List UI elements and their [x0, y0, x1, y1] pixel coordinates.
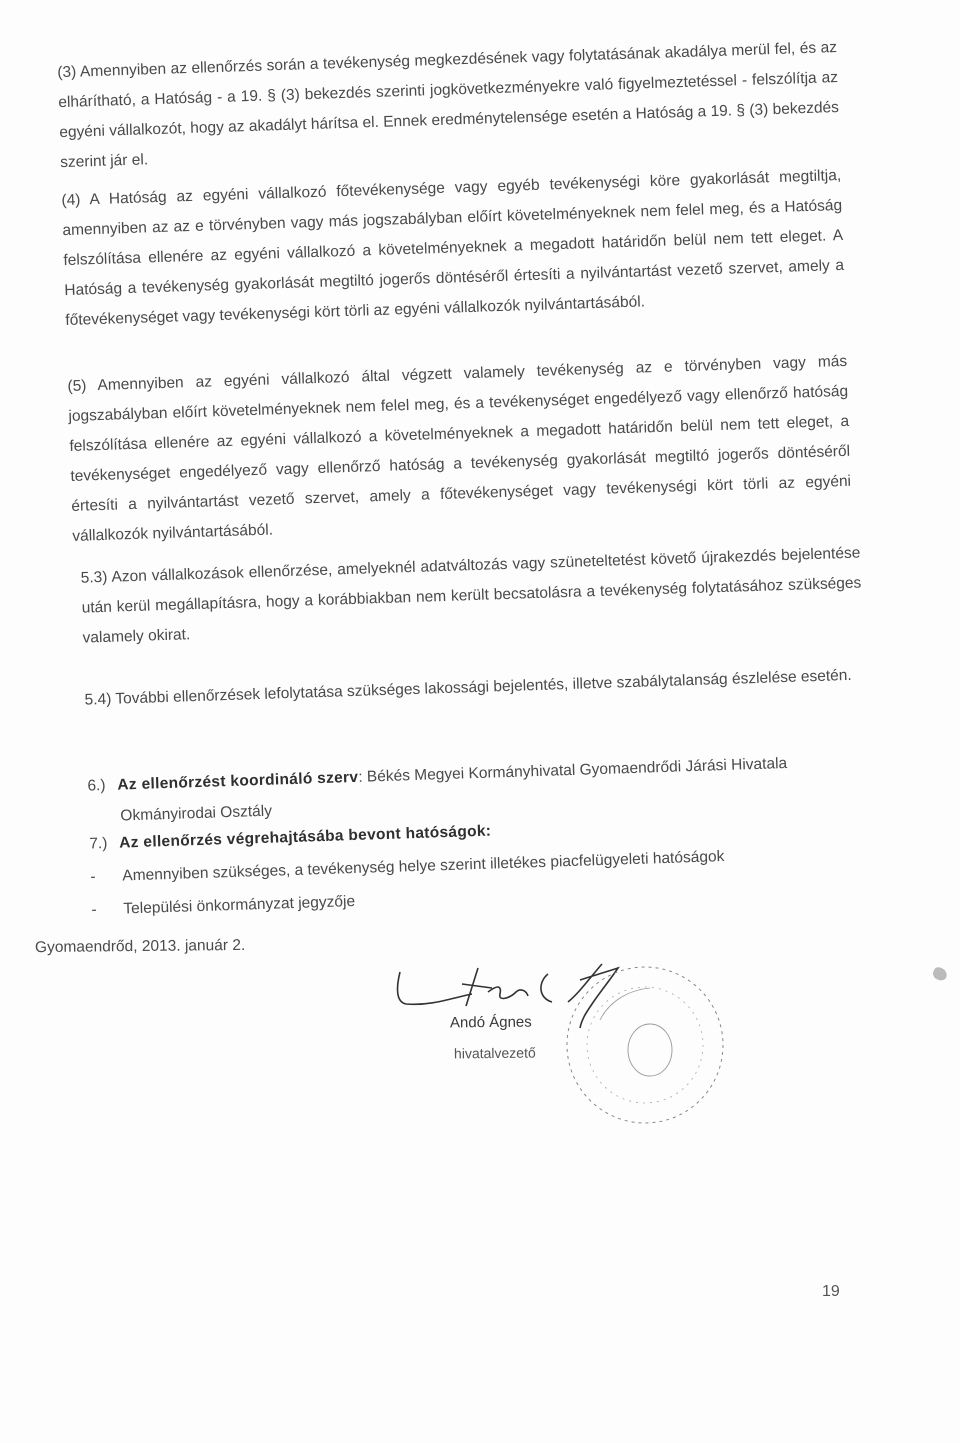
item-6-value: : Békés Megyei Kormányhivatal Gyomaendrődi Járási Hivatala [358, 754, 788, 786]
scan-artifact [931, 966, 949, 983]
page-number: 19 [822, 1283, 840, 1300]
dash-bullet: - [90, 868, 96, 886]
paragraph-3: (3) Amennyiben az ellenőrzés során a tevékenység megkezdésének vagy folytatásának akadálya merül fel, és az elhárítható, a Hatóság - a 19. § (3) bekezdés szerinti jogkövetkezményekre való figyelmeztetéssel - felszólítja az egyéni vállalkozót, hogy az akadályt hárítsa el. Ennek eredménytelensége esetén a Hatóság a 19. § (3) bekezdés szerint jár el. [57, 39, 840, 172]
paragraph-4: (4) A Hatóság az egyéni vállalkozó főtevékenysége vagy egyéb tevékenységi köre gyakorlását megtiltja, amennyiben az az e törvényben vagy más jogszabályban előírt követelményeknek nem felel meg, és a Hatóság felszólítása ellenére az egyéni vállalkozó a követelményeknek a megadott határidőn belül nem tett eleget. A Hatóság a tevékenység gyakorlását megtiltó jogerős döntéséről értesíti a nyilvántartást vezető szervet, amely a főtevékenységet vagy tevékenységi kört törli az egyéni vállalkozók nyilvántartásából. [61, 166, 845, 330]
item-7-number: 7.) [89, 834, 108, 853]
signer-name: Andó Ágnes [449, 1013, 532, 1032]
signer-title: hivatalvezető [453, 1044, 536, 1062]
item-6-number: 6.) [87, 777, 106, 795]
paragraph-5: (5) Amennyiben az egyéni vállalkozó által végzett valamely tevékenység az e törvényben vagy más jogszabályban előírt követelményeknek nem felel meg, és a tevékenységet engedélyező vagy ellenőrző hatóság felszólítása ellenére az egyéni vállalkozó a követelményeknek a megadott határidőn belül nem tett eleget, a tevékenységet engedélyező vagy ellenőrző hatóság a tevékenység gyakorlását megtiltó jogerős döntéséről értesíti a nyilvántartást vezető szervet, amely a főtevékenységet vagy tevékenységi kört törli az egyéni vállalkozók nyilvántartásából. [67, 352, 852, 545]
official-stamp [560, 960, 730, 1130]
authority-list-item-text: Amennyiben szükséges, a tevékenység helye szerint illetékes piacfelügyeleti hatóságok [122, 848, 725, 885]
dash-bullet: - [91, 901, 97, 919]
paragraph-5-3: 5.3) Azon vállalkozások ellenőrzése, amelyeknél adatváltozás vagy szüneteltetést követő újrakezdés bejelentése után kerül megállapításra, hogy a korábbiakban nem került becsatolásra a tevékenység folytatásához szükséges valamely okirat. [80, 544, 862, 647]
paragraph-5-4: 5.4) További ellenőrzések lefolytatása szükséges lakossági bejelentés, illetve szabálytalanság észlelése esetén. [84, 666, 852, 709]
document-date: Gyomaendrőd, 2013. január 2. [34, 936, 246, 957]
authority-list-item-text: Települési önkormányzat jegyzője [123, 893, 356, 918]
item-6-label: Az ellenőrzést koordináló szerv [117, 768, 359, 794]
item-6-value-continued: Okmányirodai Osztály [120, 802, 273, 825]
item-7-label: Az ellenőrzés végrehajtásába bevont hatóságok: [119, 822, 492, 852]
